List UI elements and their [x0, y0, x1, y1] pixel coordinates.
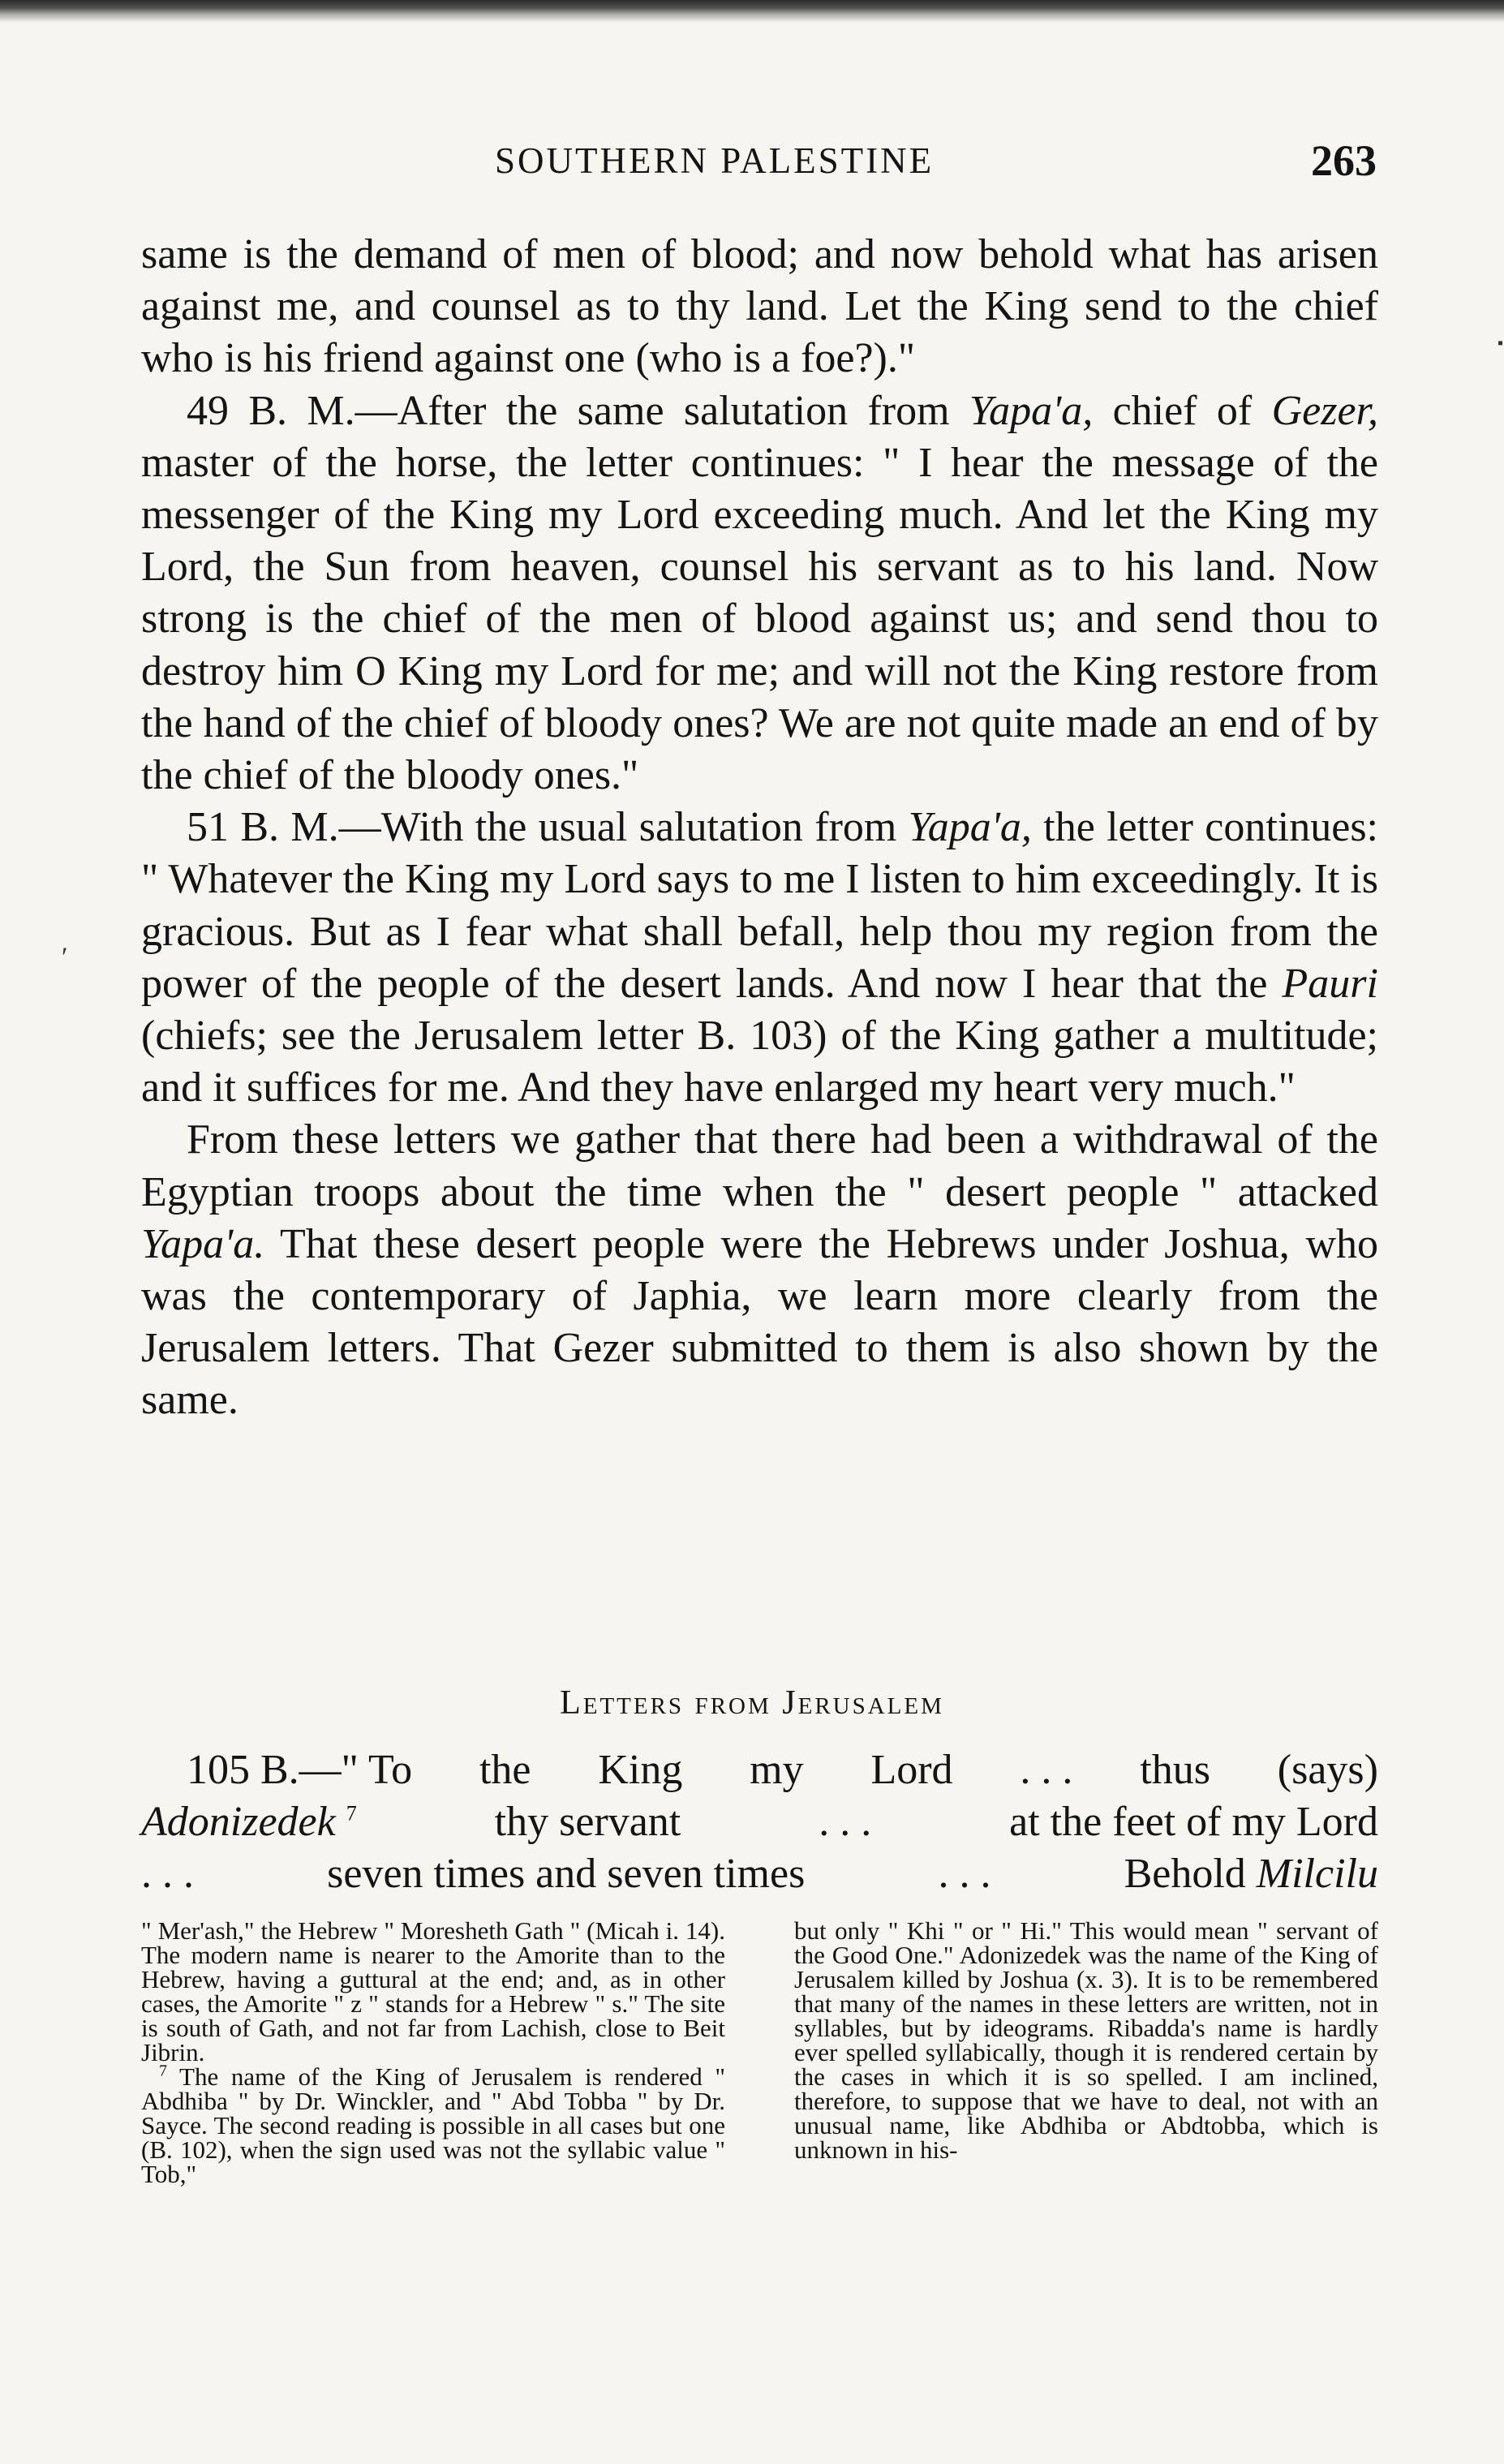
letter-word: King: [598, 1747, 683, 1793]
section-heading: Letters from Jerusalem: [560, 1684, 944, 1722]
letter-word: 105 B.—" To: [187, 1747, 413, 1793]
footnote-body: but only " Khi " or " Hi." This would mean " servant of the Good One." Adonizedek was the name of the King of Jerusalem killed by Joshua (x. 3). It is to be remembered that many of the names in these letters are written, not in syllables, but by ideograms. Ribadda's name is hardly ever spelled syllabically, though it is rendered certain by the cases in which it is so spelled. I am inclined, therefore, to suppose that we have to deal, not with an unusual name, like Abdhiba or Abdtobba, which is unknown in his-: [794, 1916, 1378, 2164]
footnote-number: 7: [159, 2062, 167, 2080]
paragraph-letter-49: [141, 385, 1378, 802]
paragraph-text: chief of: [1093, 387, 1272, 434]
footnote-text: [794, 1916, 1378, 2164]
letter-phrase: seven times and seven times: [327, 1851, 806, 1897]
term-name: Pauri: [1282, 960, 1378, 1007]
paragraph-letter-51: [141, 802, 1378, 1114]
margin-mark: ʹ: [62, 943, 68, 973]
page-number: 263: [1311, 136, 1377, 185]
letter-word: Behold: [1124, 1851, 1246, 1897]
running-head: SOUTHERN PALESTINE: [495, 140, 935, 181]
paragraph-text: master of the horse, the letter continues: " I hear the message of the messenger of the King my Lord exceeding much. And let the King my Lord, the Sun from heaven, counsel his servant as to his land. Now strong is the chief of the men of blood against us; and send thou to destroy him O King my Lord for me; and will not the King restore from the hand of the chief of bloody ones? We are not quite made an end of by the chief of the bloody ones.": [141, 439, 1378, 799]
ellipsis: . . .: [1020, 1747, 1073, 1793]
person-name: Adonizedek: [141, 1799, 336, 1845]
person-name: Yapa'a.: [141, 1220, 265, 1267]
letter-reference: 49 B. M.—: [187, 387, 397, 434]
letter-105: [141, 1744, 1378, 1900]
paragraph-text: the letter continues: " Whatever the King my Lord says to me I listen to him exceedingly. It is gracious. But as I fear what shall befall, help thou my region from the power of the people of the desert lands. And now I hear that the: [141, 804, 1378, 1007]
footnote-column-left: [141, 1916, 725, 2188]
footnote-body: The name of the King of Jerusalem is rendered " Abdhiba " by Dr. Winckler, and " Abd Tobba " by Dr. Sayce. The second reading is possible in all cases but one (B. 102), when the sign used was not the syllabic value " Tob,": [141, 2062, 725, 2188]
letter-word: the: [479, 1747, 531, 1793]
footnote-7: [141, 2062, 725, 2188]
person-name: Yapa'a,: [969, 387, 1094, 434]
person-name: Milcilu: [1256, 1851, 1378, 1897]
letter-word: thus: [1140, 1747, 1210, 1793]
letter-line: [141, 1796, 1378, 1848]
main-text: [141, 229, 1378, 1427]
footnote-marker: 7: [346, 1801, 357, 1825]
letter-line: [141, 1744, 1378, 1796]
ellipsis: . . .: [141, 1851, 194, 1897]
letter-phrase: at the feet of my Lord: [1009, 1799, 1378, 1845]
paragraph-text: That these desert people were the Hebrews under Joshua, who was the contemporary of Japhia, we learn more clearly from the Jerusalem letters. That Gezer submitted to them is also shown by the same.: [141, 1220, 1378, 1424]
footnote-column-right: [794, 1916, 1378, 2187]
paragraph-continuation: [141, 229, 1378, 385]
ellipsis: . . .: [938, 1851, 991, 1897]
letter-word: my: [750, 1747, 804, 1793]
scan-top-edge: [0, 0, 1504, 23]
letter-phrase: thy servant: [494, 1799, 681, 1845]
paragraph-text: same is the demand of men of blood; and now behold what has arisen against me, and counsel as to thy land. Let the King send to the chief who is his friend against one (who is a foe?).": [141, 231, 1378, 382]
letter-word: Lord: [870, 1747, 953, 1793]
margin-mark: ▪: [1498, 334, 1504, 352]
paragraph-text: With the usual salutation from: [380, 804, 909, 851]
footnote-text: [141, 1916, 725, 2066]
letter-word: (says): [1277, 1747, 1378, 1793]
paragraph-commentary: [141, 1114, 1378, 1426]
paragraph-text: From these letters we gather that there had been a withdrawal of the Egyptian troops about the time when the " desert people " attacked: [141, 1116, 1378, 1215]
letter-reference: 51 B. M.—: [187, 804, 381, 851]
footnotes: [141, 1916, 1378, 2188]
letter-phrase: [141, 1796, 357, 1848]
letter-line: [141, 1848, 1378, 1900]
letter-phrase: [1124, 1848, 1378, 1900]
footnote-body: " Mer'ash," the Hebrew " Moresheth Gath " (Micah i. 14). The modern name is nearer to the Amorite than to the Hebrew, having a guttural at the end; and, as in other cases, the Amorite " z " stands for a Hebrew " s." The site is south of Gath, and not far from Lachish, close to Beit Jibrin.: [141, 1916, 725, 2066]
paragraph-text: After the same salutation from: [397, 387, 969, 434]
paragraph-text: (chiefs; see the Jerusalem letter B. 103) of the King gather a multitude; and it suffices for me. And they have enlarged my heart very much.": [141, 1013, 1378, 1112]
person-name: Yapa'a,: [908, 804, 1032, 851]
ellipsis: . . .: [819, 1799, 872, 1845]
place-name: Gezer,: [1271, 387, 1378, 434]
